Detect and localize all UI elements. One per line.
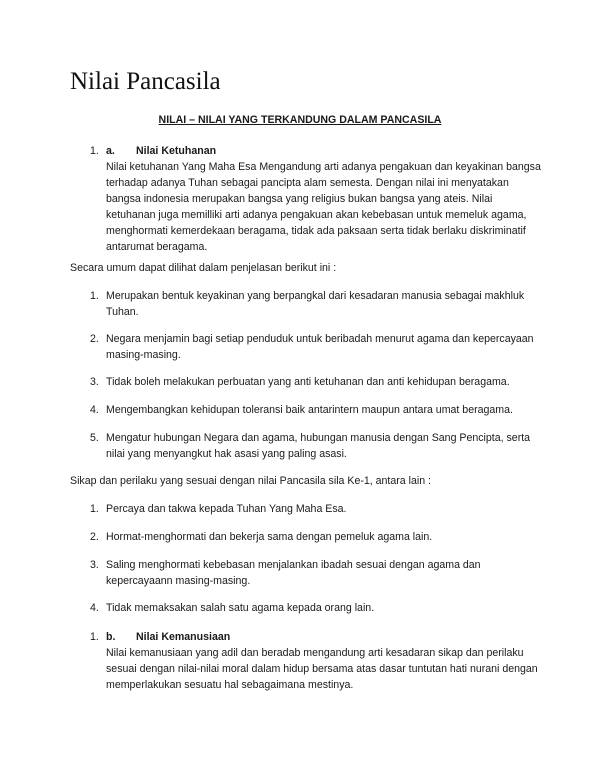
section-b-line: Nilai kemanusiaan yang adil dan beradab mengandung arti kesadaran sikap dan perilaku xyxy=(106,647,524,659)
section-a-line: bangsa indonesia merupakan bangsa yang religius bukan bangsa yang ateis. Nilai xyxy=(106,193,493,205)
section-a-line: Nilai ketuhanan Yang Maha Esa Mengandung arti adanya pengakuan dan keyakinan bangsa xyxy=(106,161,541,173)
list-item-line: Mengembangkan kehidupan toleransi baik antarintern maupun antara umat beragama. xyxy=(106,404,513,416)
list-item-number: 2. xyxy=(90,531,99,543)
list-item-line: Saling menghormati kebebasan menjalankan ibadah sesuai dengan agama dan xyxy=(106,559,481,571)
section-a-line: ketuhanan juga memilliki arti adanya pengakuan akan kebebasan untuk memeluk agama, xyxy=(106,209,527,221)
list-item-line: Percaya dan takwa kepada Tuhan Yang Maha Esa. xyxy=(106,503,347,515)
section-a-label: a. xyxy=(106,145,115,157)
list-item-text xyxy=(106,557,546,589)
section-b-title: Nilai Kemanusiaan xyxy=(136,631,231,643)
list-item-line: Tidak boleh melakukan perbuatan yang anti ketuhanan dan anti kehidupan beragama. xyxy=(106,376,510,388)
section-a-title: Nilai Ketuhanan xyxy=(136,145,217,157)
list-item-line: Hormat-menghormati dan bekerja sama dengan pemeluk agama lain. xyxy=(106,531,433,543)
list-item-text xyxy=(106,501,546,517)
list-item-text xyxy=(106,529,546,545)
list-item-line: Tuhan. xyxy=(106,306,139,318)
list-item-number: 4. xyxy=(90,602,99,614)
list-item-text xyxy=(106,430,546,462)
list-item-line: Mengatur hubungan Negara dan agama, hubungan manusia dengan Sang Pencipta, serta xyxy=(106,432,531,444)
list-item-text xyxy=(106,600,546,616)
list-item-number: 3. xyxy=(90,559,99,571)
list-item-number: 5. xyxy=(90,432,99,444)
list-item-line: Merupakan bentuk keyakinan yang berpangkal dari kesadaran manusia sebagai makhluk xyxy=(106,290,525,302)
intro-paragraph-2: Sikap dan perilaku yang sesuai dengan nilai Pancasila sila Ke-1, antara lain : xyxy=(70,475,432,487)
section-a-line: menghormati kemerdekaan beragama, tidak ada paksaan serta tidak berlaku diskriminatif xyxy=(106,225,526,237)
list-item-number: 1. xyxy=(90,503,99,515)
section-a-line: terhadap adanya Tuhan sebagai pancipta alam semesta. Dengan nilai ini menyatakan xyxy=(106,177,509,189)
list-item-line: kepercayaann masing-masing. xyxy=(106,575,251,587)
section-b-number: 1. xyxy=(90,631,99,643)
section-a-line: antarumat beragama. xyxy=(106,241,208,253)
page-title: Nilai Pancasila xyxy=(70,68,221,95)
section-b-line: memperlakukan sesuatu hal sebagaimana mestinya. xyxy=(106,679,354,691)
section-b-line: sesuai dengan nilai-nilai moral dalam hidup bersama atas dasar tuntutan hati nurani dengan xyxy=(106,663,538,675)
list-item-number: 4. xyxy=(90,404,99,416)
section-a-number: 1. xyxy=(90,145,99,157)
list-item-text xyxy=(106,331,546,363)
list-item-text xyxy=(106,288,546,320)
list-item-text xyxy=(106,374,546,390)
list-item-number: 1. xyxy=(90,290,99,302)
list-item-line: nilai yang menyangkut hak asasi yang paling asasi. xyxy=(106,448,347,460)
section-b-label: b. xyxy=(106,631,116,643)
list-item-number: 3. xyxy=(90,376,99,388)
intro-paragraph-1: Secara umum dapat dilihat dalam penjelasan berikut ini : xyxy=(70,262,337,274)
section-a-content xyxy=(106,159,546,255)
list-item-line: Negara menjamin bagi setiap penduduk untuk beribadah menurut agama dan kepercayaan xyxy=(106,333,534,345)
section-subheading: NILAI – NILAI YANG TERKANDUNG DALAM PANCASILA xyxy=(158,114,442,126)
list-item-number: 2. xyxy=(90,333,99,345)
list-item-line: Tidak memaksakan salah satu agama kepada orang lain. xyxy=(106,602,375,614)
list-item-text xyxy=(106,402,546,418)
list-item-line: masing-masing. xyxy=(106,349,181,361)
section-b-content xyxy=(106,645,546,693)
